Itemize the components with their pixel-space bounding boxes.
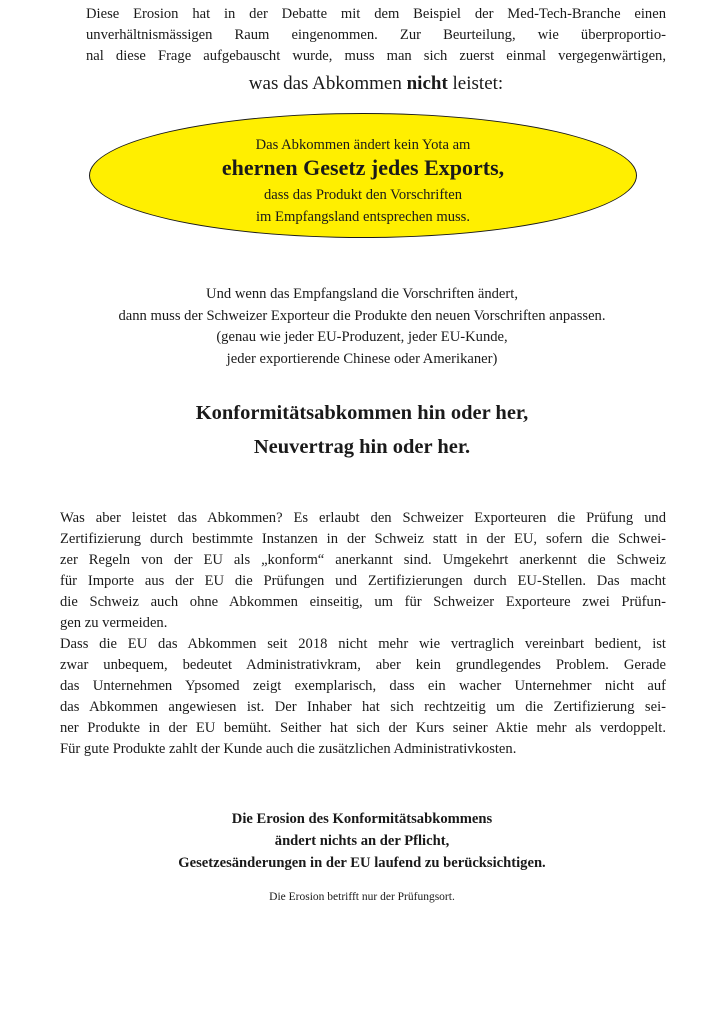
body-line: zer Regeln von der EU als „konform“ anerkannt sind. Umgekehrt anerkennt die Schweiz <box>60 552 666 568</box>
conclusion-line-3: Gesetzesänderungen in der EU laufend zu berücksichtigen. <box>178 855 546 871</box>
change-line: (genau wie jeder EU-Produzent, jeder EU-Kunde, <box>216 329 508 345</box>
intro-question-start: was das Abkommen <box>248 73 407 94</box>
conclusion-statement <box>40 808 684 874</box>
change-line: dann muss der Schweizer Exporteur die Produkte den neuen Vorschriften anpassen. <box>118 307 606 324</box>
intro-question-end: leistet: <box>447 73 504 94</box>
change-line: Und wenn das Empfangsland die Vorschriften ändert, <box>206 286 518 302</box>
body-line: Dass die EU das Abkommen seit 2018 nicht mehr wie vertraglich vereinbart bedient, ist <box>60 636 666 652</box>
highlight-ellipse <box>89 113 637 238</box>
conclusion-line-2: ändert nichts an der Pflicht, <box>274 833 450 849</box>
intro-line: unverhältnismässigen Raum eingenommen. Zur Beurteilung, wie überproportio- <box>86 27 666 43</box>
change-line: jeder exportierende Chinese oder Amerikaner) <box>226 350 498 367</box>
conclusion-line-1: Die Erosion des Konformitätsabkommens <box>231 811 493 827</box>
ellipse-line-3: dass das Produkt den Vorschriften <box>263 187 463 203</box>
body-line: für Importe aus der EU die Prüfungen und Zertifizierungen durch EU-Stellen. Das macht <box>60 573 666 589</box>
intro-line: Diese Erosion hat in der Debatte mit dem Beispiel der Med-Tech-Branche einen <box>86 6 666 22</box>
body-paragraph <box>60 508 666 760</box>
ellipse-heading: ehernen Gesetz jedes Exports, <box>221 155 505 180</box>
headline-line-2: Neuvertrag hin oder her. <box>253 436 471 458</box>
body-line: Zertifizierung durch bestimmte Instanzen in der Schweiz statt in der EU, sofern die Schwei- <box>60 531 666 547</box>
body-line: Was aber leistet das Abkommen? Es erlaubt den Schweizer Exporteuren die Prüfung und <box>60 510 666 526</box>
body-line: zwar unbequem, bedeutet Administrativkram, aber kein grundlegendes Problem. Gerade <box>60 657 666 673</box>
body-line: die Schweiz auch ohne Abkommen einseitig, um für Schweizer Exporteure zwei Prüfun- <box>60 594 666 610</box>
ellipse-line-1: Das Abkommen ändert kein Yota am <box>255 137 471 153</box>
body-line: gen zu vermeiden. <box>60 615 168 631</box>
intro-question <box>86 71 666 97</box>
intro-paragraph <box>86 4 666 97</box>
body-line: ner Produkte in der EU bemüht. Seither hat sich der Kurs seiner Aktie mehr als verdoppelt. <box>60 720 666 736</box>
body-line: das Unternehmen Ypsomed zeigt exemplarisch, dass ein wacher Unternehmer nicht auf <box>60 678 666 694</box>
headline-line-1: Konformitätsabkommen hin oder her, <box>195 402 529 424</box>
section-headline <box>40 396 684 464</box>
footnote: Die Erosion betrifft nur der Prüfungsort. <box>269 891 455 903</box>
intro-question-emphasis: nicht <box>406 73 448 94</box>
ellipse-line-4: im Empfangsland entsprechen muss. <box>256 209 470 225</box>
body-line: Für gute Produkte zahlt der Kunde auch die zusätzlichen Administrativkosten. <box>60 741 517 757</box>
regulation-change-paragraph <box>40 284 684 370</box>
body-line: das Abkommen angewiesen ist. Der Inhaber hat sich rechtzeitig um die Zertifizierung sei- <box>60 699 666 715</box>
intro-line: nal diese Frage aufgebauscht wurde, muss man sich zuerst einmal vergegenwärtigen, <box>86 48 666 64</box>
